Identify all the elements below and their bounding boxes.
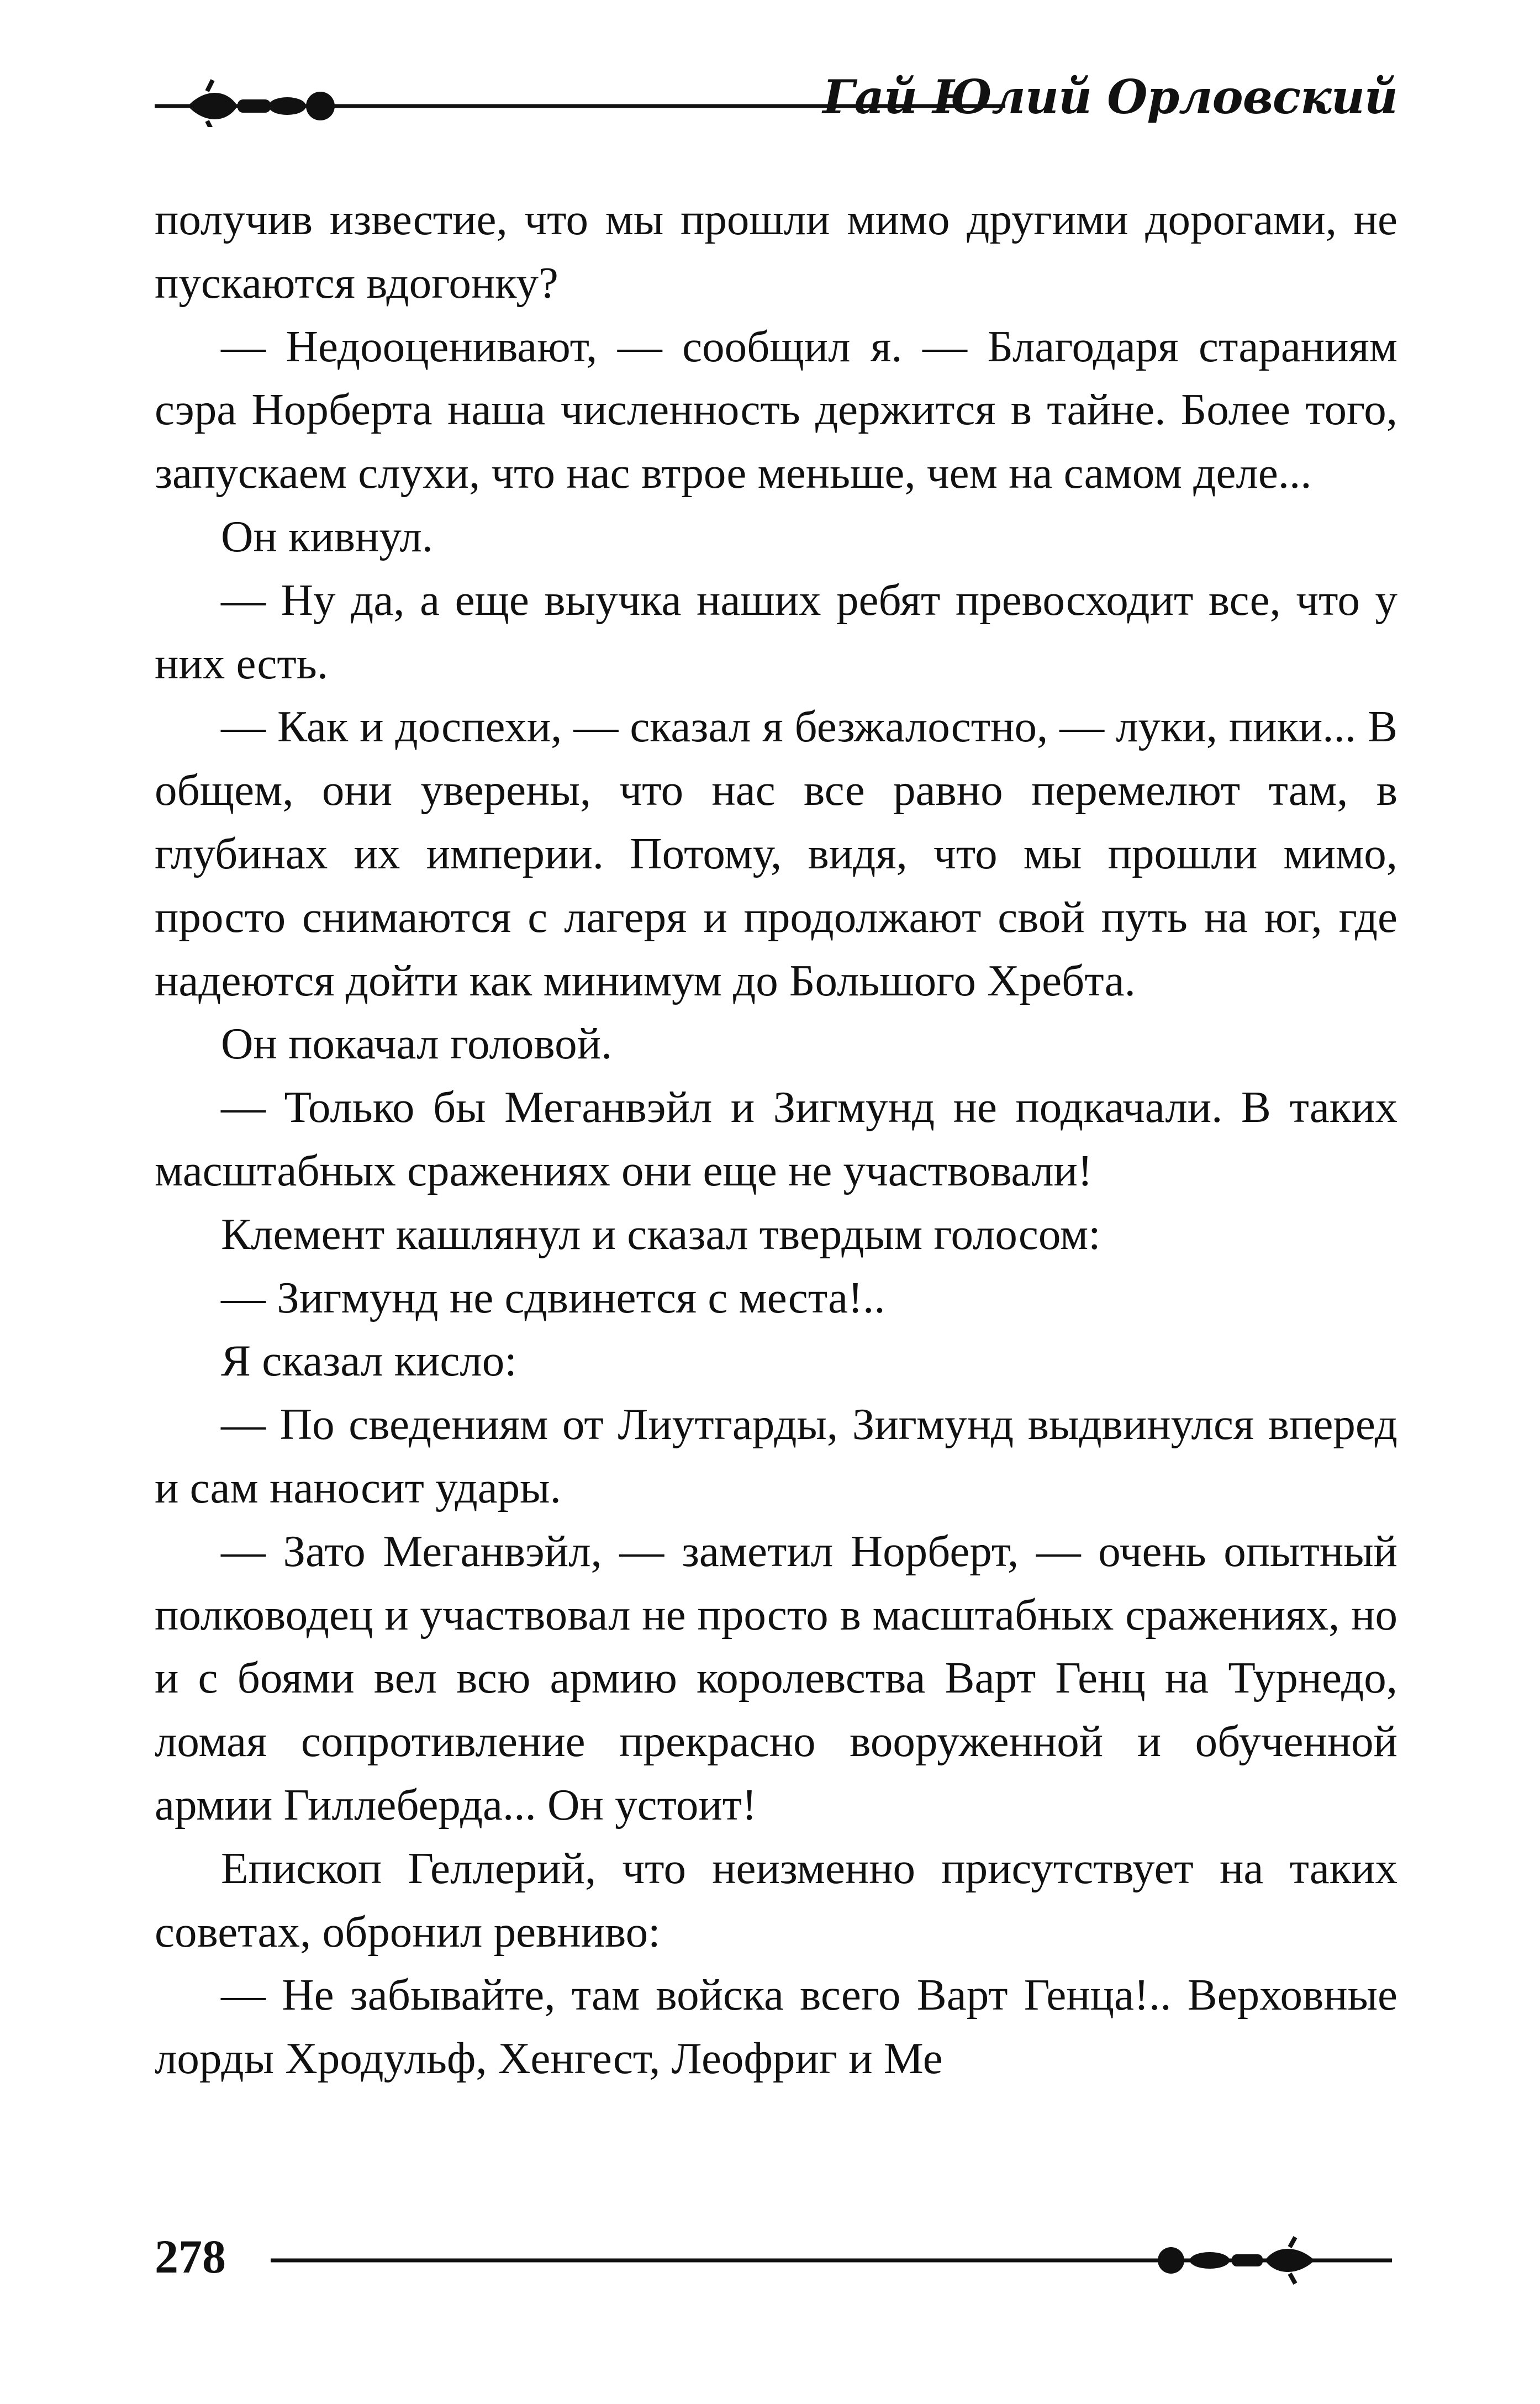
running-header bbox=[155, 66, 1397, 127]
page-body bbox=[155, 188, 1397, 2090]
paragraph: Епископ Геллерий, что неизменно присутствует на таких советах, обронил ревниво: bbox=[155, 1843, 1397, 1957]
paragraph: — Зигмунд не сдвинется с места!.. bbox=[221, 1272, 885, 1322]
book-author: Гай Юлий Орловский bbox=[822, 70, 1397, 124]
paragraph: — По сведениям от Лиутгарды, Зигмунд выдвинулся вперед и сам наносит удары. bbox=[155, 1399, 1397, 1512]
paragraph: Он кивнул. bbox=[221, 511, 433, 561]
paragraph: — Зато Меганвэйл, — заметил Норберт, — очень опытный полководец и участвовал не просто в масштабных сражениях, но и с боями вел всю армию королевства Варт Генц на Турнедо, ломая сопротивление прекрасно вооруженной и обученной армии Гиллеберда... Он устоит! bbox=[155, 1526, 1397, 1830]
paragraph: — Недооценивают, — сообщил я. — Благодаря стараниям сэра Норберта наша численность держится в тайне. Более того, запускаем слухи, что нас втрое меньше, чем на самом деле... bbox=[155, 321, 1397, 498]
paragraph: получив известие, что мы прошли мимо другими дорогами, не пускаются вдогонку? bbox=[155, 194, 1397, 308]
paragraph: — Ну да, а еще выучка наших ребят превосходит все, что у них есть. bbox=[155, 574, 1397, 688]
paragraph: Клемент кашлянул и сказал твердым голосом: bbox=[221, 1209, 1101, 1259]
running-footer bbox=[155, 2226, 1397, 2287]
paragraph: — Не забывайте, там войска всего Варт Генца!.. Верховные лорды Хродульф, Хенгест, Леофриг и Ме bbox=[155, 1970, 1397, 2084]
paragraph: — Только бы Меганвэйл и Зигмунд не подкачали. В таких масштабных сражениях они еще не участвовали! bbox=[155, 1082, 1397, 1195]
page-number: 278 bbox=[155, 2230, 226, 2283]
paragraph: Он покачал головой. bbox=[221, 1019, 613, 1069]
scroll-ornament-icon bbox=[271, 2226, 1397, 2287]
paragraph: — Как и доспехи, — сказал я безжалостно, — луки, пики... В общем, они уверены, что нас все равно перемелют там, в глубинах их империи. Потому, видя, что мы прошли мимо, просто снимаются с лагеря и продолжают свой путь на юг, где надеются дойти как минимум до Большого Хребта. bbox=[155, 702, 1397, 1005]
paragraph: Я сказал кисло: bbox=[221, 1336, 517, 1386]
